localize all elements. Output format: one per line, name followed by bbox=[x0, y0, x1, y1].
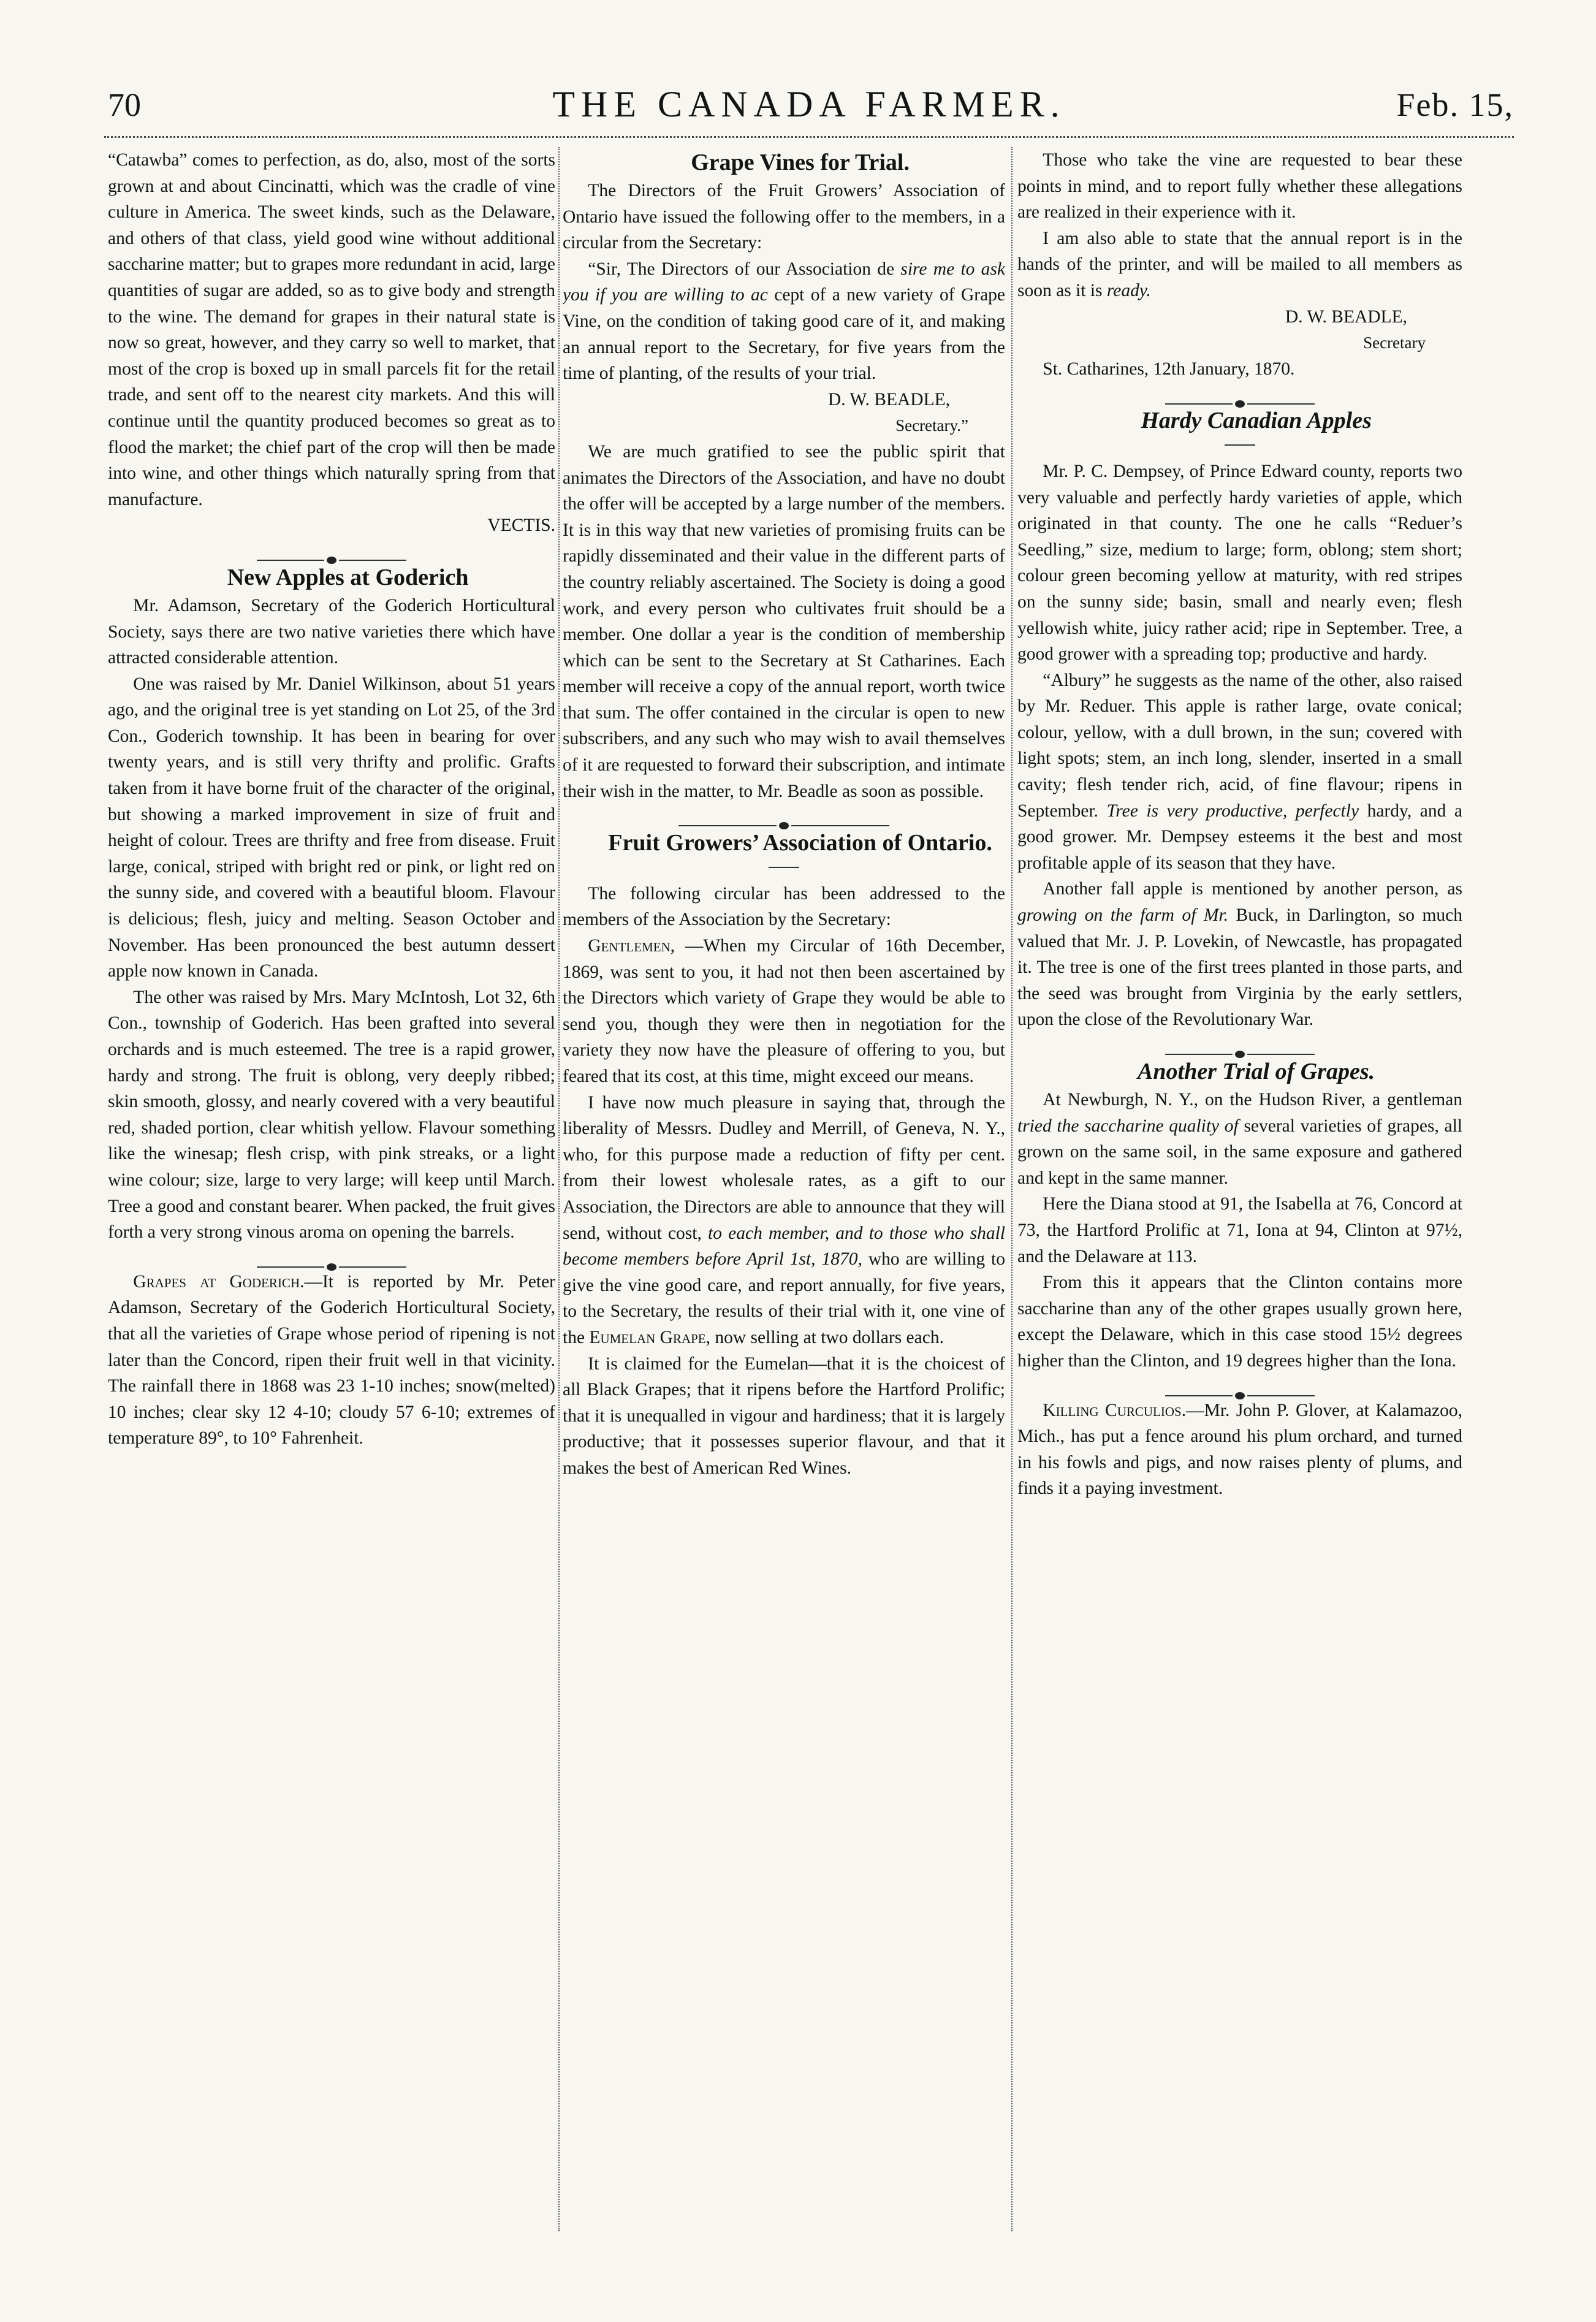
paragraph: Those who take the vine are requested to bear these points in mind, and to report fully whether these allegations are realized in their experience with it. bbox=[1017, 150, 1462, 223]
paragraph: “Catawba” comes to perfection, as do, also, most of the sorts grown at and about Cincinatti, which was the cradle of vine culture in America. The sweet kinds, such as the Delaware, and others of that class, yield good wine without additional saccharine matter; but to grapes more redundant in acid, large quantities of sugar are added, so as to give body and strength to the wine. The demand for grapes in their natural state is now so great, however, and they carry so well to market, that most of the crop is boxed up in small parcels fit for the retail trade, and sent off to the nearest city markets. And this will continue until the quantity produced becomes so great as to flood the market; the chief part of the crop will then be made into wine, and other things which naturally spring from that manufacture. bbox=[108, 150, 555, 509]
column-divider bbox=[558, 147, 560, 2231]
paragraph bbox=[563, 1090, 1005, 1351]
article-heading: Hardy Canadian Apples bbox=[1141, 408, 1372, 434]
paragraph-text: Buck, in Darlington, so much valued that Mr. J. P. Lovekin, of Newcastle, has propagated it. The tree is one of the first trees planted in those parts, and the seed was brought from Virginia by the early settlers, upon the close of the Revolutionary War. bbox=[1017, 905, 1462, 1030]
paragraph-text: I have now much pleasure in saying that, through the liberality of Messrs. Dudley and Merrill, of Geneva, N. Y., who, for this purpose made a reduction of fifty per cent. from their lowest wholesale rates, as a gift to our Association, the Directors are able to announce that they will send, without cost, bbox=[563, 1092, 1005, 1243]
paragraph-text: At Newburgh, N. Y., on the Hudson River, a gentleman bbox=[1043, 1090, 1462, 1110]
italic-text: sire me to ask you if you are willing to ac bbox=[563, 259, 1005, 305]
italic-text: ready. bbox=[1106, 280, 1151, 300]
paragraph: The other was raised by Mrs. Mary McIntosh, Lot 32, 6th Con., township of Goderich. Has been grafted into several orchards and is much esteemed. The tree is a rapid grower, hardy and strong. The fruit is oblong, very deeply ribbed; skin smooth, glossy, and nearly covered with a very beautiful red, shaded portion, clear whitish yellow. Flavour something like the winesap; flesh crisp, with pink streaks, or a light wine colour; size, large to very large; will keep until March. Tree a good and constant bearer. When packed, the fruit gives forth a very strong vinous aroma on opening the barrels. bbox=[108, 987, 555, 1243]
paragraph: The following circular has been addressed to the members of the Association by the Secretary: bbox=[563, 883, 1005, 930]
ornament-divider bbox=[1017, 1040, 1462, 1049]
signature: VECTIS. bbox=[487, 516, 555, 536]
paragraph: The Directors of the Fruit Growers’ Association of Ontario have issued the following offer to the members, in a circular from the Secretary: bbox=[563, 181, 1005, 253]
paragraph: Here the Diana stood at 91, the Isabella at 76, Concord at 73, the Hartford Prolific at 71, Iona at 94, Clinton at 97½, and the Delaware at 113. bbox=[1017, 1194, 1462, 1266]
article-heading: New Apples at Goderich bbox=[227, 564, 469, 590]
column-2 bbox=[563, 147, 1005, 2286]
small-caps-text: Eumelan Grape, bbox=[589, 1327, 710, 1347]
paragraph bbox=[1017, 226, 1462, 304]
paragraph: Mr. P. C. Dempsey, of Prince Edward county, reports two very valuable and perfectly hardy varieties of apple, which originated in that county. The one he calls “Reduer’s Seedling,” size, medium to large; form, oblong; stem short; colour green becoming yellow at maturity, with red stripes on the sunny side; basin, small and nearly even; flesh yellowish white, juicy rather acid; ripe in September. Tree, a good grower with a spreading top; productive and hardy. bbox=[1017, 461, 1462, 664]
paragraph-text: “Albury” he suggests as the name of the other, also raised by Mr. Reduer. This apple is rather large, ovate conical; colour, yellow, with a dull brown, in the sun; covered with light spots; stem, an inch long, slender, inserted in a small cavity; flesh tender rich, acid, of fine flavour; ripens in September. bbox=[1017, 670, 1462, 821]
column-1 bbox=[108, 147, 555, 2286]
paragraph-text: —When my Circular of 16th December, 1869, was sent to you, it had not then been ascertained by the Directors which variety of Grape they would be able to send you, though they were then in negotiation for the variety they now have the pleasure of offering to you, but feared that its cost, at this time, might exceed our means. bbox=[563, 936, 1005, 1086]
paragraph-text: hardy, and a good grower. Mr. Dempsey esteems it the best and most profitable apple of its season that they have. bbox=[1017, 801, 1462, 873]
paragraph: We are much gratified to see the public spirit that animates the Directors of the Association, and have no doubt the offer will be accepted by a large number of the members. It is in this way that new varieties of promising fruits can be rapidly disseminated and their value in the different parts of the country reliably ascertained. The Society is doing a good work, and every person who cultivates fruit should be a member. One dollar a year is the condition of membership which can be sent to the Secretary at St Catharines. Each member will receive a copy of the annual report, worth twice that sum. The offer contained in the circular is open to new subscribers, and any such who may wish to avail themselves of it are requested to forward their subscription, and intimate their wish in the matter, to Mr. Beadle as soon as possible. bbox=[563, 441, 1005, 801]
ornament-divider bbox=[1017, 389, 1462, 398]
paragraph bbox=[563, 933, 1005, 1090]
italic-text: tried the saccharine quality of bbox=[1017, 1116, 1239, 1136]
paragraph: One was raised by Mr. Daniel Wilkinson, about 51 years ago, and the original tree is yet standing on Lot 25, of the 3rd Con., Goderich township. It has been in bearing for over twenty years, and is still very thrifty and prolific. Grafts taken from it have borne fruit of the character of the original, but showing a marked improvement in size of fruit and height of colour. Trees are thrifty and free from disease. Fruit large, conical, striped with bright red or pink, or light red on the sunny side, and covered with a beautiful bloom. Flavour is delicious; flesh, juicy and melting. Season October and November. Has been pronounced the best autumn dessert apple now known in Canada. bbox=[108, 674, 555, 981]
paragraph-text: several varieties of grapes, all grown on the same soil, in the same exposure and gathered and kept in the same manner. bbox=[1017, 1116, 1462, 1188]
run-in-heading: Gentlemen, bbox=[588, 936, 675, 956]
italic-text: Tree is very productive, perfectly bbox=[1106, 801, 1359, 821]
italic-text: growing on the farm of Mr. bbox=[1017, 905, 1229, 926]
paragraph-text: cept of a new variety of Grape Vine, on the condition of taking good care of it, and making an annual report to the Secretary, for five years from the time of planting, of the results of your trial. bbox=[563, 285, 1005, 384]
ornament-divider bbox=[108, 1253, 555, 1262]
header-rule bbox=[104, 136, 1514, 138]
paragraph: It is claimed for the Eumelan—that it is the choicest of all Black Grapes; that it ripens before the Hartford Prolific; that it is unequalled in vigour and hardiness; that it is largely productive; that it possesses superior flavour, and that it makes the best of American Red Wines. bbox=[563, 1353, 1005, 1478]
ornament-divider bbox=[1017, 1382, 1462, 1390]
article-heading: Another Trial of Grapes. bbox=[1138, 1059, 1375, 1084]
paragraph-text: Another fall apple is mentioned by another person, as bbox=[1043, 879, 1462, 899]
paragraph bbox=[108, 1269, 555, 1452]
paragraph bbox=[1017, 1398, 1462, 1502]
paragraph-text: —It is reported by Mr. Peter Adamson, Secretary of the Goderich Horticultural Society, that all the varieties of Grape whose period of ripening is not later than the Concord, ripen their fruit well in that vicinity. The rainfall there in 1868 was 23 1-10 inches; snow(melted) 10 inches; clear sky 12 4-10; cloudy 57 6-10; extremes of temperature 89°, to 10° Fahrenheit. bbox=[108, 1271, 555, 1448]
signature-title: Secretary bbox=[1363, 333, 1426, 352]
italic-text: to each member, and to those who shall become members before April 1st, 1870, bbox=[563, 1223, 1005, 1269]
newspaper-title: THE CANADA FARMER. bbox=[552, 84, 1066, 124]
paragraph-text: —Mr. John P. Glover, at Kalamazoo, Mich., has put a fence around his plum orchard, and turned in his fowls and pigs, and now raises plenty of plums, and finds it a paying investment. bbox=[1017, 1400, 1462, 1499]
run-in-heading: Grapes at Goderich. bbox=[133, 1271, 305, 1292]
ornament-divider bbox=[108, 546, 555, 555]
column-divider bbox=[1011, 147, 1013, 2231]
paragraph-text: “Sir, The Directors of our Association de bbox=[588, 259, 895, 279]
signature: D. W. BEADLE, bbox=[827, 389, 950, 409]
paragraph bbox=[563, 256, 1005, 387]
paragraph-text: now selling at two dollars each. bbox=[715, 1327, 944, 1347]
run-in-heading: Killing Curculios. bbox=[1043, 1400, 1187, 1420]
issue-date: Feb. 15, bbox=[1396, 86, 1514, 123]
paragraph bbox=[1017, 1087, 1462, 1191]
article-heading: Fruit Growers’ Association of Ontario. bbox=[608, 830, 992, 856]
paragraph-text: I am also able to state that the annual report is in the hands of the printer, and will be mailed to all members as soon as it is bbox=[1017, 228, 1462, 300]
page-header bbox=[104, 78, 1514, 134]
heading-dash bbox=[1017, 427, 1462, 454]
paragraph bbox=[1017, 668, 1462, 877]
column-3 bbox=[1017, 147, 1462, 2286]
signature: D. W. BEADLE, bbox=[1285, 306, 1407, 327]
paragraph-text: who are willing to give the vine good care, and report annually, for five years, to the Secretary, the results of their trial with it, one vine of the bbox=[563, 1249, 1005, 1347]
ornament-divider bbox=[563, 812, 1005, 820]
article-heading: Grape Vines for Trial. bbox=[691, 150, 910, 175]
page-number: 70 bbox=[108, 86, 141, 123]
paragraph bbox=[1017, 876, 1462, 1033]
paragraph: From this it appears that the Clinton contains more saccharine than any of the other grapes usually grown here, except the Delaware, which in this case stood 15½ degrees higher than the Clinton, and 19 degrees higher than the Iona. bbox=[1017, 1273, 1462, 1371]
paragraph: Mr. Adamson, Secretary of the Goderich Horticultural Society, says there are two native varieties there which have attracted considerable attention. bbox=[108, 595, 555, 668]
dateline: St. Catharines, 12th January, 1870. bbox=[1043, 359, 1295, 379]
signature-title: Secretary.” bbox=[895, 416, 968, 435]
